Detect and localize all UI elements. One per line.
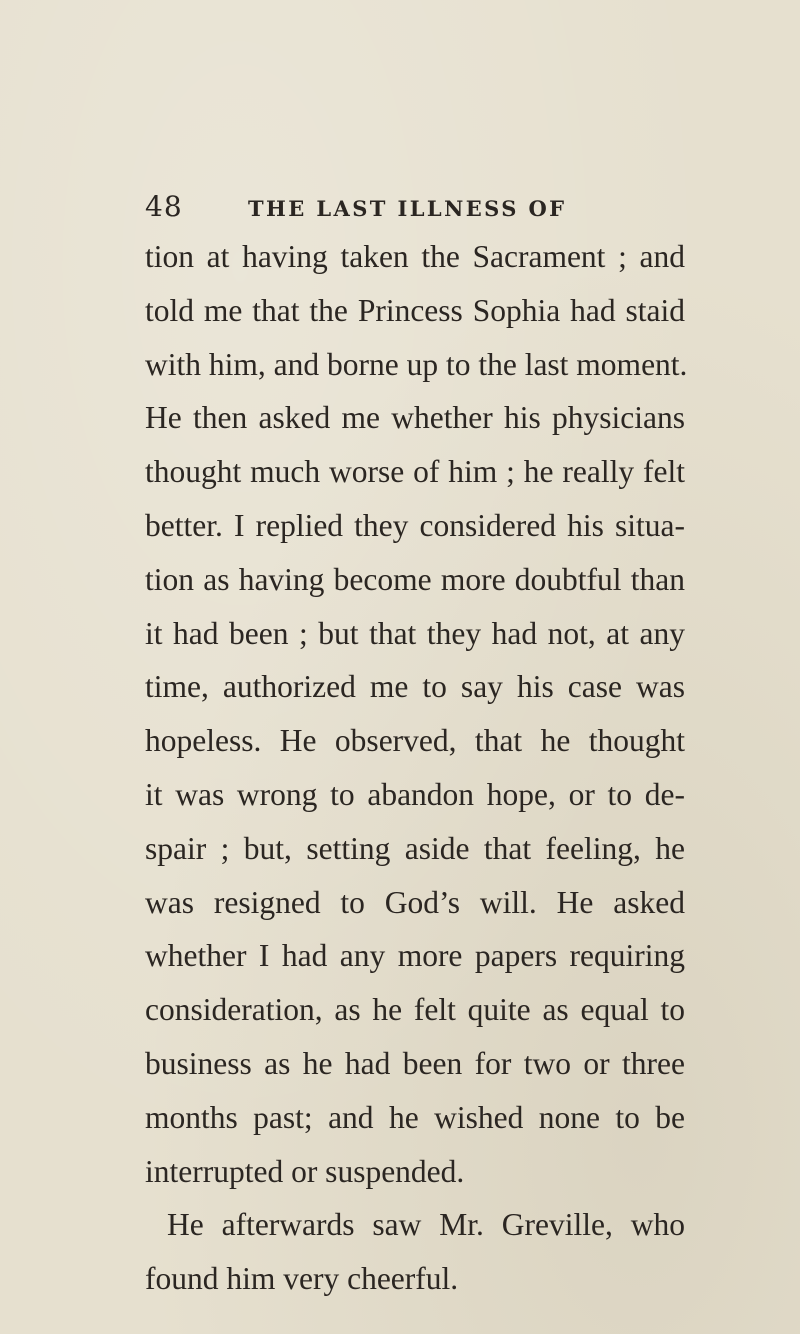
text-line: tion as having become more doubtful than (145, 561, 685, 597)
running-head (145, 190, 685, 230)
text-line: it had been ; but that they had not, at any (145, 615, 685, 651)
body-text (145, 230, 688, 1306)
text-line: spair ; but, setting aside that feeling, he (145, 830, 685, 866)
text-line: with him, and borne up to the last moment. (145, 346, 688, 382)
text-line: consideration, as he felt quite as equal to (145, 992, 685, 1028)
text-line: He then asked me whether his physicians (145, 400, 685, 436)
text-line: He afterwards saw Mr. Greville, who (167, 1207, 685, 1243)
text-line: thought much worse of him ; he really felt (145, 454, 685, 490)
text-line: was resigned to God’s will. He asked (145, 884, 685, 920)
running-title: THE LAST ILLNESS OF (248, 196, 567, 221)
text-line: hopeless. He observed, that he thought (145, 723, 685, 759)
text-line: interrupted or suspended. (145, 1153, 465, 1189)
text-line: found him very cheerful. (145, 1261, 459, 1297)
text-line: time, authorized me to say his case was (145, 669, 685, 705)
page-number: 48 (145, 190, 183, 223)
text-line: tion at having taken the Sacrament ; and (145, 239, 685, 274)
text-line: it was wrong to abandon hope, or to de- (145, 776, 685, 812)
text-line: told me that the Princess Sophia had staid (145, 292, 685, 328)
text-line: better. I replied they considered his situa- (145, 507, 685, 543)
text-line: months past; and he wished none to be (145, 1099, 685, 1135)
text-line: business as he had been for two or three (145, 1045, 685, 1081)
text-line: whether I had any more papers requiring (145, 938, 685, 974)
